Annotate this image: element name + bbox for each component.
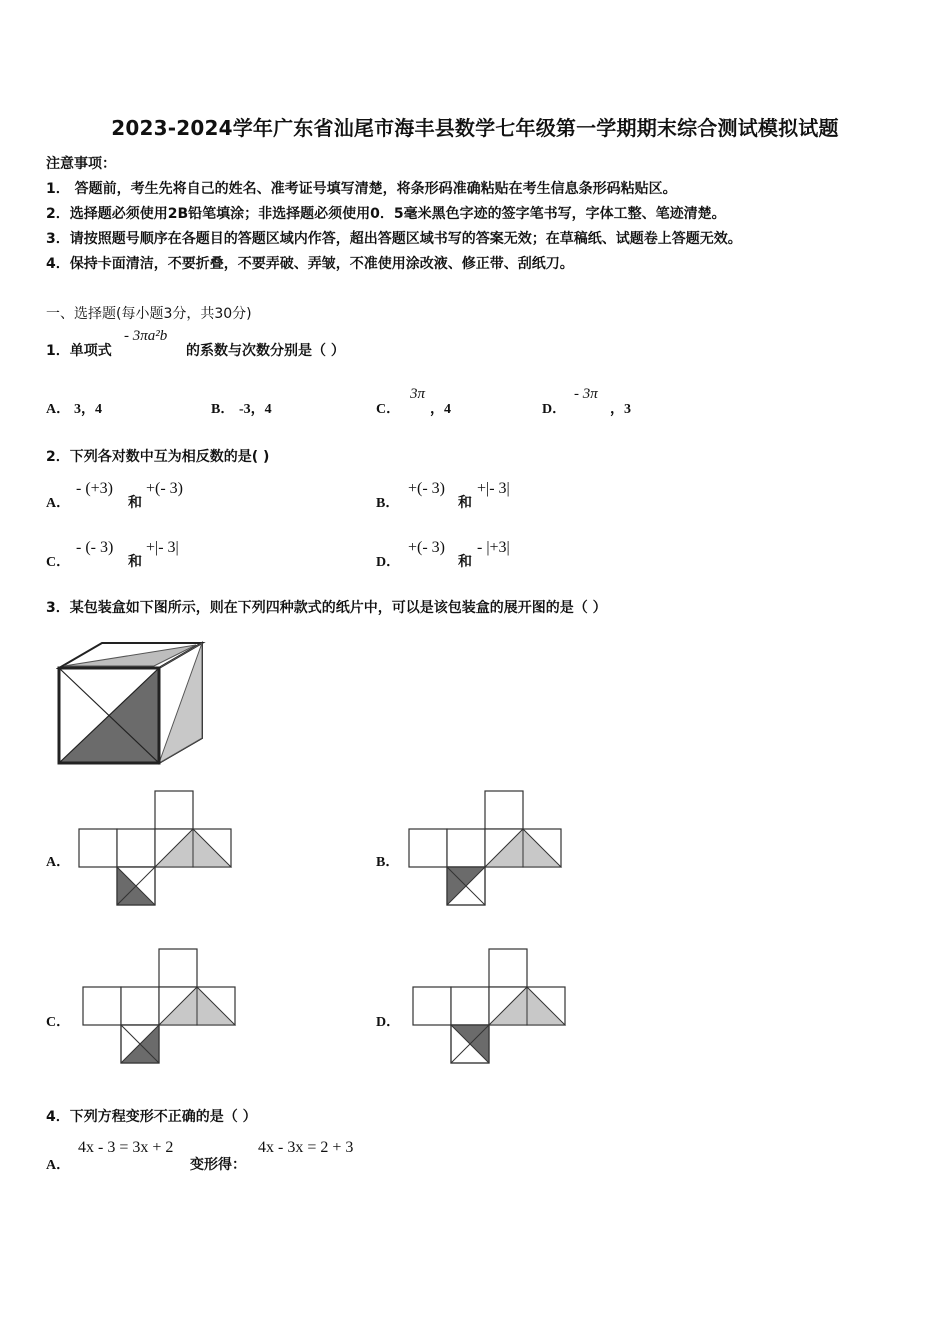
q1-expression: - 3πa²b	[124, 328, 168, 344]
q1-option-c-expr: 3π	[410, 386, 426, 402]
q3-option-c-label: C．	[46, 1015, 71, 1030]
q3-option-c-net	[80, 947, 240, 1067]
q1-option-b-label: B．	[211, 402, 235, 417]
q1-prefix: 1．单项式	[46, 343, 112, 359]
q3-stem: 3．某包装盒如下图所示，则在下列四种款式的纸片中，可以是该包装盒的展开图的是（ ）	[46, 600, 607, 616]
q2-option-d-left: +(- 3)	[408, 539, 446, 556]
q4-option-a-mid: 变形得：	[190, 1157, 246, 1173]
q2-option-c-right: +|- 3|	[146, 539, 179, 556]
page-title: 2023-2024学年广东省汕尾市海丰县数学七年级第一学期期末综合测试模拟试题	[111, 116, 839, 140]
q1-option-d-text: ，3	[610, 402, 631, 417]
q2-option-c-and: 和	[128, 554, 142, 570]
q2-option-c-label: C．	[46, 555, 71, 570]
q2-option-d-right: - |+3|	[477, 539, 510, 556]
q2-option-b-right: +|- 3|	[477, 480, 510, 497]
q1-option-b-text: -3，4	[239, 402, 272, 417]
q3-option-a-label: A．	[46, 855, 71, 870]
q2-stem: 2．下列各对数中互为相反数的是( )	[46, 449, 270, 465]
note-item: 4．保持卡面清洁，不要折叠，不要弄破、弄皱，不准使用涂改液、修正带、刮纸刀。	[46, 256, 574, 272]
q2-option-a-left: - (+3)	[76, 480, 114, 497]
notes-heading: 注意事项：	[46, 156, 116, 172]
section-heading: 一、选择题(每小题3分，共30分)	[46, 306, 252, 322]
q2-option-d-and: 和	[458, 554, 472, 570]
note-item: 1． 答题前，考生先将自己的姓名、准考证号填写清楚，将条形码准确粘贴在考生信息条形码粘贴区。	[46, 181, 677, 197]
q4-stem: 4．下列方程变形不正确的是（ ）	[46, 1109, 257, 1125]
q3-option-d-label: D．	[376, 1015, 401, 1030]
q1-suffix: 的系数与次数分别是（ ）	[186, 343, 345, 359]
q3-option-b-net	[406, 789, 566, 909]
package-box-figure	[56, 640, 208, 768]
note-item: 3．请按照题号顺序在各题目的答题区域内作答，超出答题区域书写的答案无效；在草稿纸、试题卷上答题无效。	[46, 231, 742, 247]
q4-option-a-label: A．	[46, 1158, 71, 1173]
q1-option-d-expr: - 3π	[574, 386, 598, 402]
q2-option-d-label: D．	[376, 555, 401, 570]
q2-option-a-label: A．	[46, 496, 71, 511]
q1-option-c-label: C．	[376, 402, 401, 417]
q4-option-a-from: 4x - 3 = 3x + 2	[78, 1139, 174, 1156]
q4-option-a-to: 4x - 3x = 2 + 3	[258, 1139, 354, 1156]
q2-option-b-left: +(- 3)	[408, 480, 446, 497]
q1-option-c-text: ，4	[430, 402, 451, 417]
q2-option-b-label: B．	[376, 496, 400, 511]
q2-option-c-left: - (- 3)	[76, 539, 114, 556]
q2-option-a-right: +(- 3)	[146, 480, 184, 497]
q2-option-b-and: 和	[458, 495, 472, 511]
q1-option-d-label: D．	[542, 402, 567, 417]
q3-option-d-net	[410, 947, 570, 1067]
q3-option-a-net	[76, 789, 236, 909]
q3-option-b-label: B．	[376, 855, 400, 870]
note-item: 2．选择题必须使用2B铅笔填涂；非选择题必须使用0．5毫米黑色字迹的签字笔书写，字体工整、笔迹清楚。	[46, 206, 726, 222]
q1-option-a-label: A．	[46, 402, 71, 417]
q2-option-a-and: 和	[128, 495, 142, 511]
q1-option-a-text: 3，4	[74, 402, 102, 417]
